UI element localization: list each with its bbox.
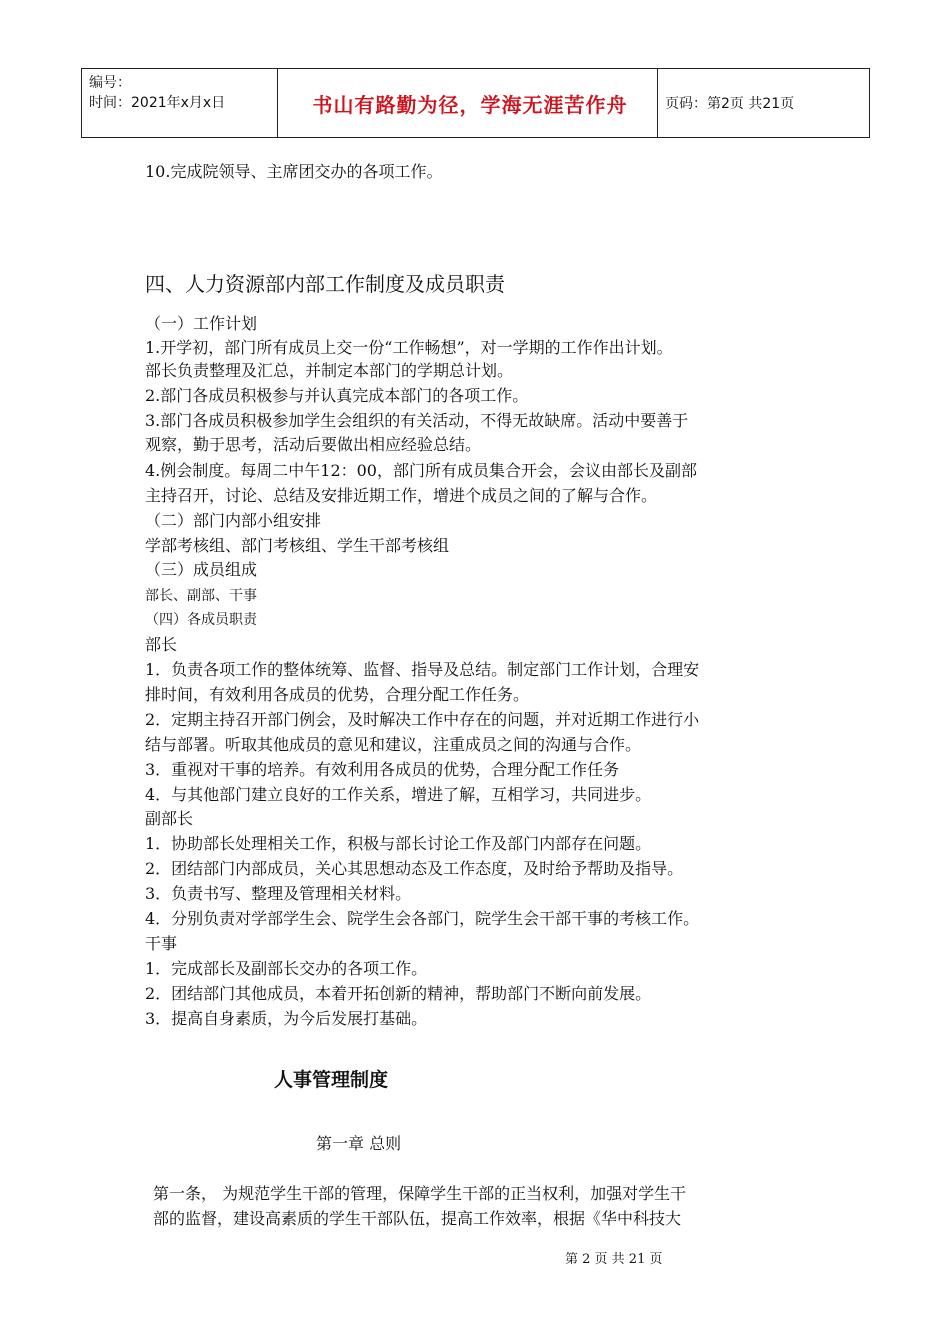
paragraph-line: 10.完成院领导、主席团交办的各项工作。 (145, 162, 443, 181)
paragraph-line: 1．负责各项工作的整体统筹、监督、指导及总结。制定部门工作计划，合理安 (145, 660, 700, 679)
header-divider-1 (277, 69, 278, 137)
subsection-heading: （三）成员组成 (145, 560, 258, 579)
document-time-label: 时间：2021年x月x日 (89, 95, 226, 111)
subsection-heading: （四）各成员职责 (145, 612, 257, 628)
role-heading-minister: 部长 (145, 635, 178, 654)
header-page-number: 页码：第2页 共21页 (665, 96, 795, 112)
paragraph-line: 部的监督，建设高素质的学生干部队伍，提高工作效率，根据《华中科技大 (153, 1209, 682, 1228)
paragraph-line: 排时间，有效利用各成员的优势，合理分配工作任务。 (145, 685, 530, 704)
header-divider-2 (657, 69, 658, 137)
subsection-heading: （一）工作计划 (145, 314, 258, 333)
paragraph-line: 2．团结部门内部成员，关心其思想动态及工作态度，及时给予帮助及指导。 (145, 859, 684, 878)
paragraph-line: 第一条， 为规范学生干部的管理，保障学生干部的正当权利，加强对学生干 (153, 1184, 687, 1203)
paragraph-line: 2．定期主持召开部门例会，及时解决工作中存在的问题，并对近期工作进行小 (145, 710, 700, 729)
document-title: 人事管理制度 (274, 1069, 389, 1091)
header-border-right (869, 69, 870, 137)
paragraph-line: 部长、副部、干事 (145, 588, 257, 604)
paragraph-line: 4．与其他部门建立良好的工作关系，增进了解，互相学习，共同进步。 (145, 785, 652, 804)
paragraph-line: 3.部门各成员积极参加学生会组织的有关活动，不得无故缺席。活动中要善于 (145, 411, 689, 430)
paragraph-line: 学部考核组、部门考核组、学生干部考核组 (145, 536, 450, 555)
paragraph-line: 观察，勤于思考，活动后要做出相应经验总结。 (145, 435, 482, 454)
paragraph-line: 3．重视对干事的培养。有效利用各成员的优势，合理分配工作任务 (145, 760, 620, 779)
subsection-heading: （二）部门内部小组安排 (145, 511, 322, 530)
paragraph-line: 3．负责书写、整理及管理相关材料。 (145, 884, 412, 903)
paragraph-line: 1.开学初，部门所有成员上交一份“工作畅想”，对一学期的工作作出计划。 (145, 338, 673, 357)
paragraph-line: 2．团结部门其他成员，本着开拓创新的精神，帮助部门不断向前发展。 (145, 984, 652, 1003)
section-title: 四、人力资源部内部工作制度及成员职责 (145, 272, 505, 296)
document-number-label: 编号： (89, 75, 131, 91)
paragraph-line: 2.部门各成员积极参与并认真完成本部门的各项工作。 (145, 386, 529, 405)
role-heading-deputy: 副部长 (145, 809, 194, 828)
header-motto: 书山有路勤为径，学海无涯苦作舟 (312, 92, 628, 117)
paragraph-line: 结与部署。听取其他成员的意见和建议，注重成员之间的沟通与合作。 (145, 735, 642, 754)
paragraph-line: 3．提高自身素质，为今后发展打基础。 (145, 1009, 428, 1028)
paragraph-line: 1．协助部长处理相关工作，积极与部长讨论工作及部门内部存在问题。 (145, 834, 652, 853)
paragraph-line: 1．完成部长及副部长交办的各项工作。 (145, 959, 428, 978)
paragraph-line: 4.例会制度。每周二中午12：00，部门所有成员集合开会，会议由部长及副部 (145, 461, 697, 480)
paragraph-line: 主持召开，讨论、总结及安排近期工作，增进个成员之间的了解与合作。 (145, 486, 658, 505)
page-footer: 第 2 页 共 21 页 (565, 1252, 663, 1267)
paragraph-line: 部长负责整理及汇总，并制定本部门的学期总计划。 (145, 361, 514, 380)
page-header (81, 68, 870, 138)
header-border-left (81, 69, 82, 137)
role-heading-staff: 干事 (145, 934, 178, 953)
paragraph-line: 4．分别负责对学部学生会、院学生会各部门，院学生会干部干事的考核工作。 (145, 909, 700, 928)
header-meta (89, 73, 225, 113)
chapter-heading: 第一章 总则 (316, 1134, 402, 1153)
